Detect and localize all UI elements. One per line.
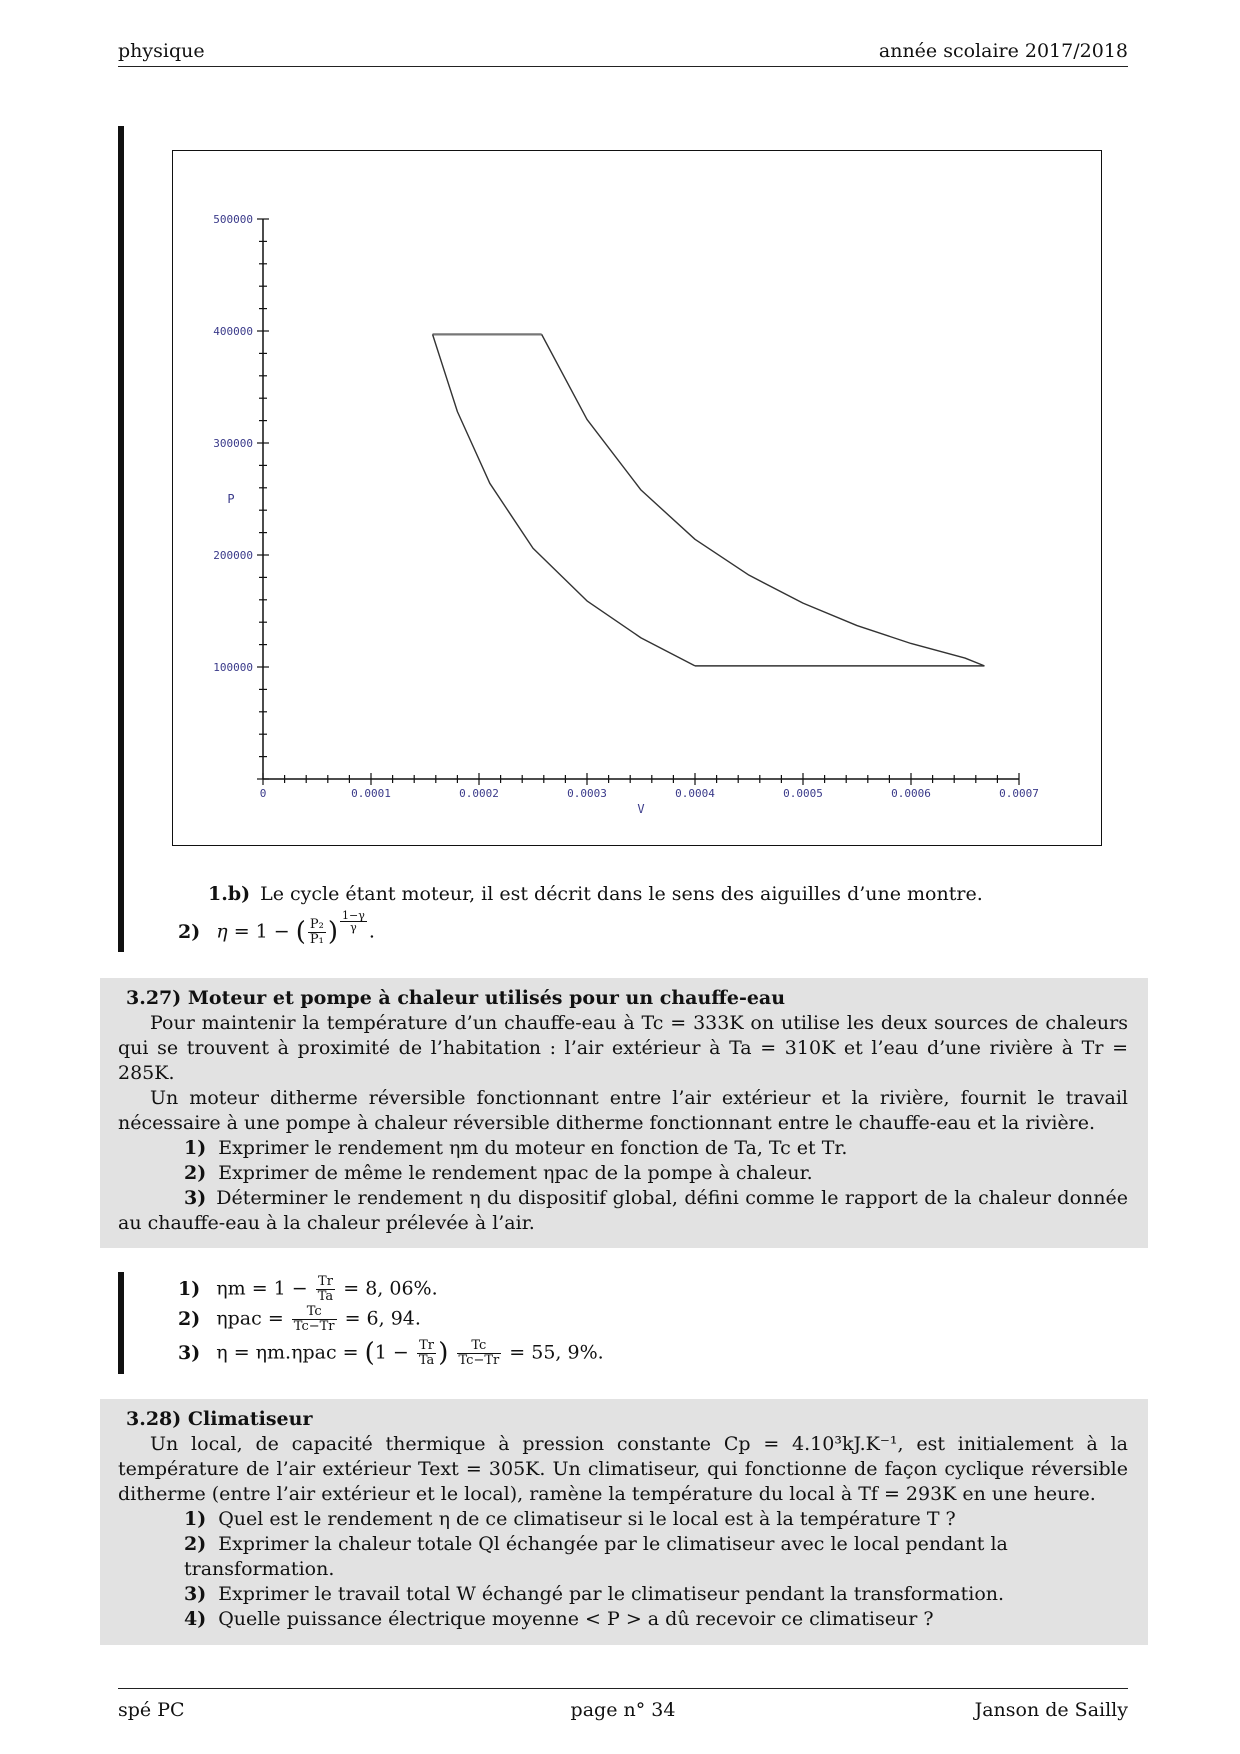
pv-diagram-chart — [173, 151, 1101, 845]
exercise-3-27-question-2: 2) Exprimer de même le rendement ηpac de la pompe à chaleur. — [184, 1162, 813, 1184]
exercise-3-28-title: 3.28) Climatiseur — [126, 1408, 313, 1430]
pressure-ratio: $\frac{\text{P₂}}{\text{P₁}}$ — [309, 917, 324, 947]
solution-1b-text: Le cycle étant moteur, il est décrit dans le sens des aiguilles d’une montre. — [260, 883, 983, 905]
exercise-3-27-title: 3.27) Moteur et pompe à chaleur utilisés pour un chauffe-eau — [126, 987, 786, 1009]
exercise-3-28-paragraph-1: Un local, de capacité thermique à pression constante Cp = 4.10³kJ.K⁻¹, est initialement à la température de l’air extérieur Text = 305K. Un climatiseur, qui fonctionne de façon cyclique réversible ditherme (entre l’air extérieur et le local), ramène la température du local à Tf = 293K en une heure. — [118, 1433, 1128, 1505]
x-tick-label: 0.0005 — [783, 787, 823, 800]
x-tick-label: 0.0006 — [891, 787, 931, 800]
solution-bar-2 — [118, 1272, 124, 1374]
solution-bar-1 — [118, 126, 124, 952]
exercise-3-28-question-4: 4) Quelle puissance électrique moyenne < P > a dû recevoir ce climatiseur ? — [184, 1608, 934, 1630]
exercise-3-27 — [100, 978, 1148, 1248]
solution-2: 2) η = 1 − ( $\frac{\text{P₂}}{\text{P₁}}$ ) $\frac{1-\gamma}{\gamma}$ . — [178, 909, 375, 947]
x-axis-label: V — [637, 802, 645, 816]
x-tick-label: 0.0007 — [999, 787, 1039, 800]
y-tick-label: 500000 — [213, 213, 253, 226]
y-axis-label: P — [227, 492, 235, 506]
exercise-3-28 — [100, 1399, 1148, 1645]
eta-symbol: η — [216, 920, 228, 943]
y-tick-label: 100000 — [213, 661, 253, 674]
footer-page-number: page n° 34 — [570, 1699, 676, 1721]
exercise-3-28-question-3: 3) Exprimer le travail total W échangé par le climatiseur pendant la transformation. — [184, 1583, 1005, 1605]
cycle-series-2 — [433, 334, 695, 666]
solution-2-label: 2) — [178, 920, 201, 943]
y-tick-label: 300000 — [213, 437, 253, 450]
header-subject: physique — [118, 40, 205, 62]
exercise-3-27-question-1: 1) Exprimer le rendement ηm du moteur en fonction de Ta, Tc et Tr. — [184, 1137, 848, 1159]
solution-1b — [208, 882, 983, 907]
exercise-3-28-question-2: 2) Exprimer la chaleur totale Ql échangée par le climatiseur avec le local pendant la transformation. — [184, 1533, 1008, 1580]
y-tick-label: 200000 — [213, 549, 253, 562]
footer-class: spé PC — [118, 1699, 185, 1721]
header-school-year: année scolaire 2017/2018 — [878, 40, 1128, 62]
eta-equation: = 1 − — [233, 920, 290, 943]
x-tick-label: 0.0004 — [675, 787, 715, 800]
solution-3-27-3: 3) η = ηm.ηpac = (1 − $\frac{Tr}{Ta}$ ) $\frac{Tc}{Tc-Tr}$ = 55, 9%. — [178, 1338, 604, 1368]
pv-diagram-frame — [172, 150, 1102, 846]
x-tick-label: 0.0002 — [459, 787, 499, 800]
exercise-3-27-paragraph-2: Un moteur ditherme réversible fonctionnant entre l’air extérieur et la rivière, fournit le travail nécessaire à une pompe à chaleur réversible ditherme fonctionnant entre le chauffe-eau et la rivière. — [118, 1087, 1128, 1134]
exercise-3-27-question-3: 3) Déterminer le rendement η du dispositif global, défini comme le rapport de la chaleur donnée au chauffe-eau à la chaleur prélevée à l’air. — [118, 1187, 1128, 1234]
solution-3-27-1: 1) ηm = 1 − $\frac{Tr}{Ta}$ = 8, 06%. — [178, 1274, 438, 1304]
footer-school: Janson de Sailly — [974, 1699, 1128, 1721]
exercise-3-28-question-1: 1) Quel est le rendement η de ce climatiseur si le local est à la température T ? — [184, 1508, 956, 1530]
exponent: $\frac{1-\gamma}{\gamma}$ — [342, 909, 365, 934]
solution-3-27-2: 2) ηpac = $\frac{Tc}{Tc-Tr}$ = 6, 94. — [178, 1304, 421, 1334]
x-tick-label: 0.0001 — [351, 787, 391, 800]
x-tick-label: 0 — [259, 787, 267, 800]
y-tick-label: 400000 — [213, 325, 253, 338]
exercise-3-27-paragraph-1: Pour maintenir la température d’un chauffe-eau à Tc = 333K on utilise les deux sources de chaleurs qui se trouvent à proximité de l’habitation : l’air extérieur à Ta = 310K et l’eau d’une rivière à Tr = 285K. — [118, 1012, 1128, 1084]
page-footer — [118, 1688, 1128, 1739]
x-tick-label: 0.0003 — [567, 787, 607, 800]
solution-1b-label: 1.b) — [208, 883, 251, 905]
page-header — [118, 40, 1128, 67]
